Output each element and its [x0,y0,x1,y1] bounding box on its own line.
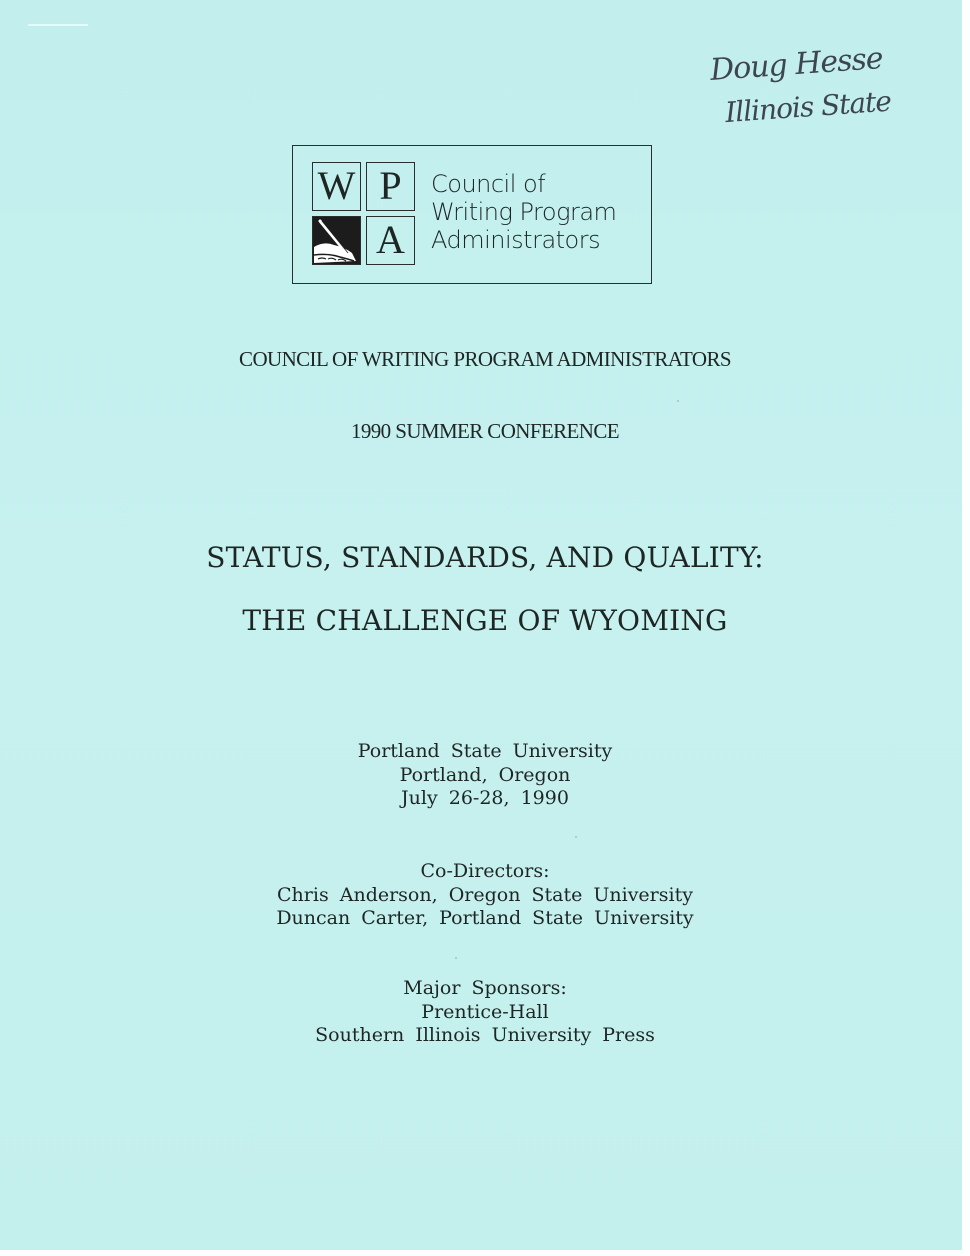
logo-letter-a: A [366,216,415,265]
director-entry: Duncan Carter, Portland State University [276,907,694,929]
logo-text-line: Writing Program [431,198,617,226]
director-entry: Chris Anderson, Oregon State University [277,883,693,906]
city: Portland, Oregon [399,763,571,786]
conference-heading: 1990 SUMMER CONFERENCE [350,419,619,443]
venue: Portland State University [357,740,613,762]
scan-mark [28,24,88,26]
logo-wordmark [431,170,616,254]
sponsors-block [0,977,970,1048]
location-block [0,740,970,811]
directors-label: Co-Directors: [420,860,550,882]
hand-writing-with-quill-icon [312,216,361,265]
organization-heading: COUNCIL OF WRITING PROGRAM ADMINISTRATORS [239,347,731,371]
logo-text-line: Administrators [431,226,601,254]
sponsor-entry: Southern Illinois University Press [315,1024,655,1046]
directors-block [0,860,970,931]
logo-letter-w: W [312,162,361,211]
logo-letter-grid [312,162,416,268]
dates: July 26-28, 1990 [401,787,569,809]
signature-affiliation: Illinois State [724,84,892,130]
logo-text-line: Council of [431,170,546,198]
paper-speck [677,400,679,402]
paper-speck [575,836,577,838]
document-title-line-1: STATUS, STANDARDS, AND QUALITY: [206,541,764,574]
paper-speck [455,957,457,959]
sponsors-label: Major Sponsors: [403,977,567,999]
document-title-line-2: THE CHALLENGE OF WYOMING [242,604,728,637]
logo-letter-p: P [366,162,415,211]
handwritten-signature [709,33,916,152]
sponsor-entry: Prentice-Hall [421,1000,549,1023]
signature-name: Doug Hesse [708,41,884,89]
wpa-logo [292,145,652,284]
